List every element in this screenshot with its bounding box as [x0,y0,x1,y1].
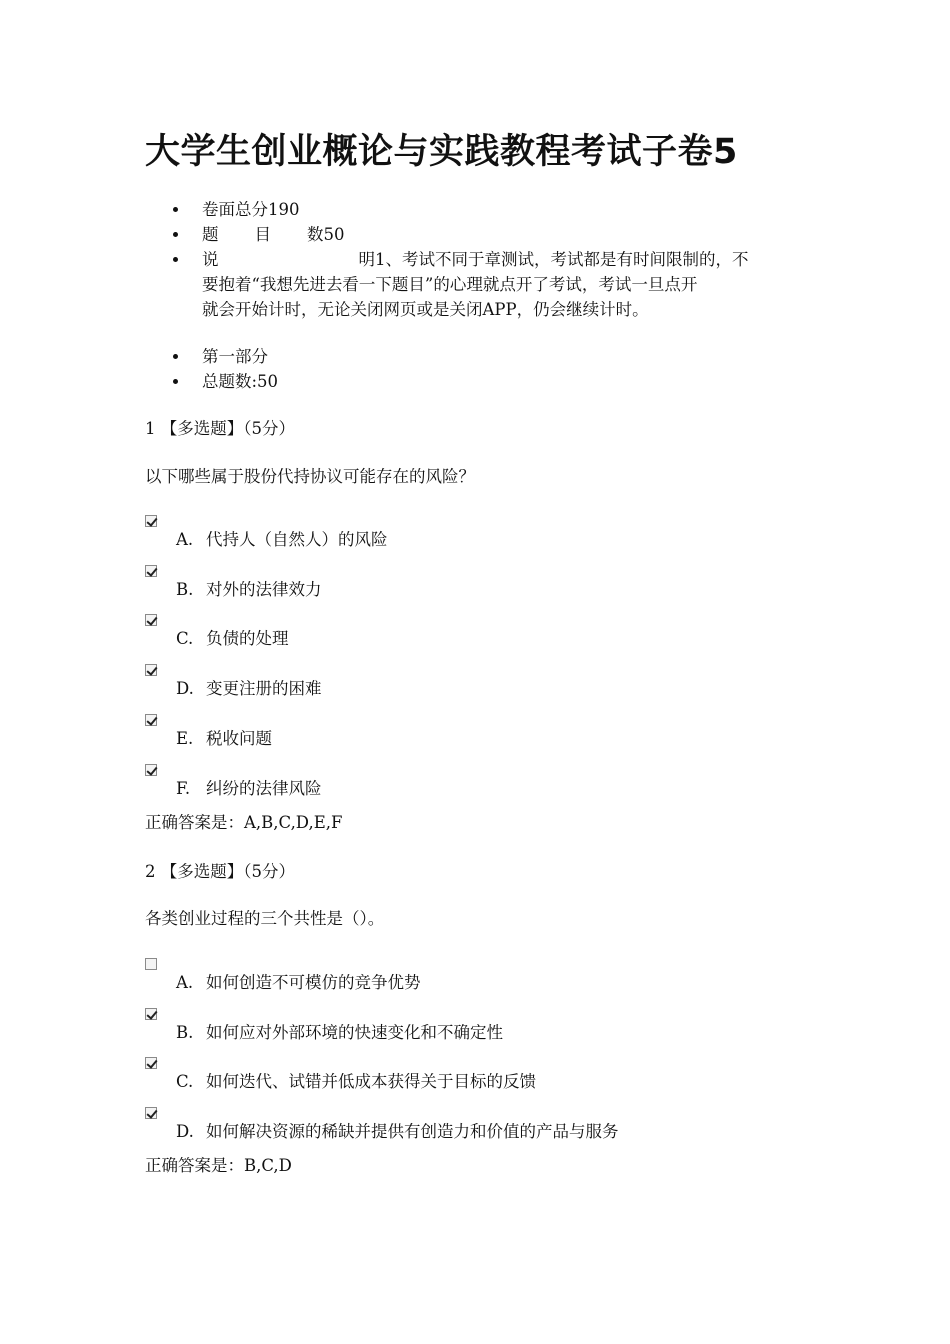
option-text: 负债的处理 [206,629,289,648]
option-text: 变更注册的困难 [206,679,322,698]
option-text: 如何应对外部环境的快速变化和不确定性 [206,1023,503,1042]
question-2-option-a-checkbox[interactable] [145,958,157,970]
instructions-item [145,247,800,322]
question-1-option-b-checkbox[interactable] [145,565,157,577]
question-2-option-a [176,971,421,995]
total-score-item [145,197,800,222]
total-score-value: 190 [268,200,300,219]
question-2-option-c [176,1070,536,1094]
question-1-header: 1 【多选题】（5分） [145,419,295,438]
question-1-option-e [176,727,272,751]
question-count-label-2: 目 [254,225,271,244]
question-1-answer: 正确答案是：A,B,C,D,E,F [145,813,343,832]
option-letter: D. [176,1122,194,1141]
option-text: 税收问题 [206,729,272,748]
option-text: 代持人（自然人）的风险 [206,530,388,549]
option-letter: D. [176,679,194,698]
option-letter: C. [176,1072,194,1091]
question-2-option-d [176,1120,619,1144]
option-letter: A. [176,530,194,549]
option-letter: F. [176,779,191,798]
instructions-line-3: 就会开始计时，无论关闭网页或是关闭APP，仍会继续计时。 [202,300,649,319]
question-2-option-c-checkbox[interactable] [145,1057,157,1069]
option-letter: C. [176,629,194,648]
question-2-answer: 正确答案是：B,C,D [145,1156,292,1175]
question-count-item [145,222,800,247]
question-1-option-a [176,528,388,552]
part-list [145,344,278,394]
option-text: 如何创造不可模仿的竞争优势 [206,973,421,992]
option-letter: E. [176,729,194,748]
instructions-line-2: 要抱着“我想先进去看一下题目”的心理就点开了考试，考试一旦点开 [202,275,698,294]
question-2-option-d-checkbox[interactable] [145,1107,157,1119]
question-count-label-1: 题 [202,225,219,244]
option-text: 纠纷的法律风险 [206,779,322,798]
exam-meta-list [145,197,800,322]
question-1-option-c [176,627,289,651]
option-letter: B. [176,580,194,599]
instructions-label-2: 明 [358,250,375,269]
part-total-item: 总题数:50 [145,369,278,394]
question-1-option-c-checkbox[interactable] [145,614,157,626]
question-2-header: 2 【多选题】（5分） [145,862,295,881]
option-letter: A. [176,973,194,992]
question-1-option-b [176,578,322,602]
instructions-label-1: 说 [202,250,219,269]
option-text: 如何解决资源的稀缺并提供有创造力和价值的产品与服务 [206,1122,619,1141]
total-score-label: 卷面总分 [202,200,268,219]
question-count-value: 50 [323,225,345,244]
question-1-option-e-checkbox[interactable] [145,714,157,726]
question-1-option-f [176,777,322,801]
question-1-option-a-checkbox[interactable] [145,515,157,527]
page-title: 大学生创业概论与实践教程考试子卷5 [145,132,738,172]
option-text: 对外的法律效力 [206,580,322,599]
question-1-option-f-checkbox[interactable] [145,764,157,776]
question-2-text: 各类创业过程的三个共性是（）。 [145,909,385,928]
option-text: 如何迭代、试错并低成本获得关于目标的反馈 [206,1072,536,1091]
question-2-option-b [176,1021,503,1045]
question-1-text: 以下哪些属于股份代持协议可能存在的风险？ [145,467,475,486]
option-letter: B. [176,1023,194,1042]
question-count-label-3: 数 [307,225,324,244]
instructions-line-1: 1、考试不同于章测试，考试都是有时间限制的，不 [375,250,749,269]
question-2-option-b-checkbox[interactable] [145,1008,157,1020]
question-1-option-d [176,677,322,701]
question-1-option-d-checkbox[interactable] [145,664,157,676]
part-name-item: 第一部分 [145,344,278,369]
